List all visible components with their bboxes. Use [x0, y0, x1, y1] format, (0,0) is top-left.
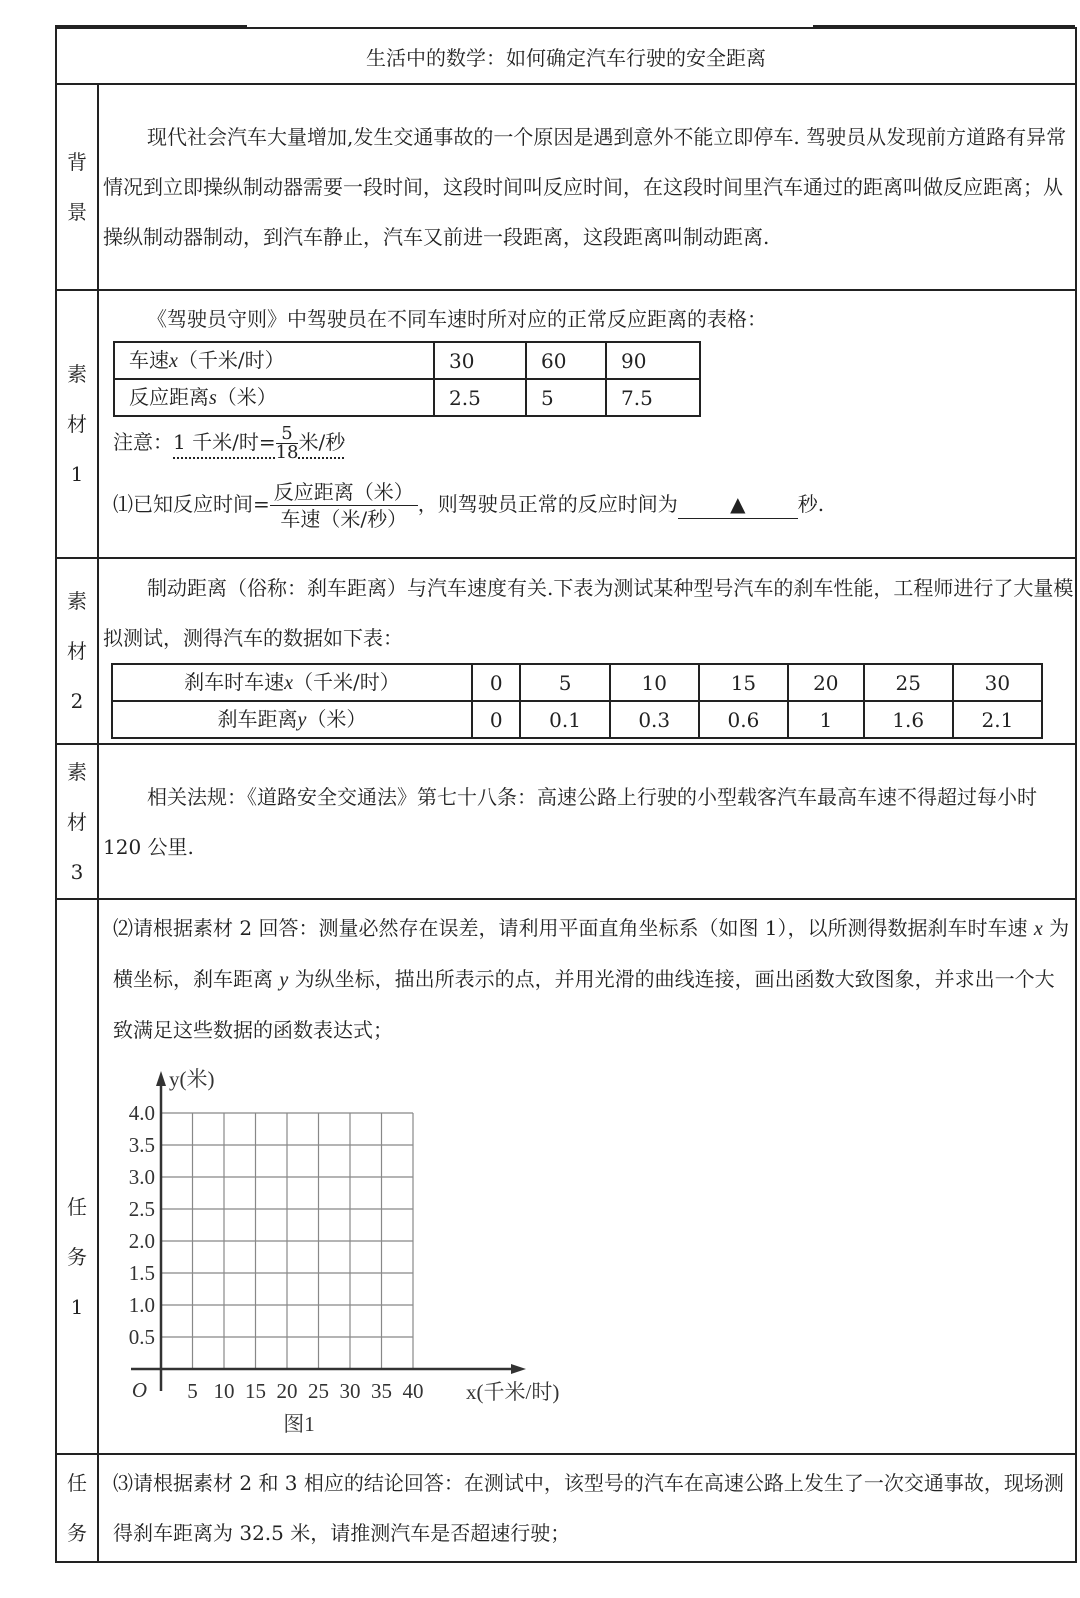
background-row: [56, 84, 1076, 290]
table-cell: 0.1: [520, 701, 609, 738]
y-tick-label: 2.0: [128, 1229, 155, 1253]
x-tick-label: 10: [213, 1379, 235, 1403]
task1-row: [56, 899, 1076, 1454]
table-cell: 30: [434, 342, 526, 379]
task1-label: 任 务 1: [56, 899, 98, 1454]
figure-caption: 图1: [283, 1412, 315, 1436]
worksheet-table: [55, 27, 1077, 1563]
x-tick-label: 40: [402, 1379, 424, 1403]
x-tick-label: 30: [339, 1379, 361, 1403]
task2-label: 任 务: [56, 1454, 98, 1562]
table-cell: 2.1: [953, 701, 1042, 738]
material1-intro: 《驾驶员守则》中驾驶员在不同车速时所对应的正常反应距离的表格：: [147, 307, 767, 331]
y-tick-label: 4.0: [128, 1101, 155, 1125]
braking-distance-table: [111, 663, 1043, 739]
x-axis-label: x(千米/时): [466, 1380, 560, 1404]
table-cell: 60: [526, 342, 606, 379]
material2-text: 制动距离（俗称：刹车距离）与汽车速度有关.下表为测试某种型号汽车的刹车性能，工程师进行了大量模拟测试，测得汽车的数据如下表：: [103, 576, 1074, 650]
origin-label: O: [131, 1378, 147, 1402]
y-tick-label: 1.0: [128, 1293, 155, 1317]
y-tick-label: 1.5: [128, 1261, 155, 1285]
table-cell: 15: [699, 664, 788, 701]
task2-row: [56, 1454, 1076, 1562]
table-cell: 90: [606, 342, 700, 379]
table-cell: 10: [610, 664, 699, 701]
y-tick-label: 3.0: [128, 1165, 155, 1189]
material1-label: 素 材 1: [56, 290, 98, 558]
table-cell: 20: [788, 664, 864, 701]
y-tick-label: 0.5: [128, 1325, 155, 1349]
table-cell: 25: [864, 664, 953, 701]
material2-label: 素 材 2: [56, 558, 98, 744]
y-tick-label: 2.5: [128, 1197, 155, 1221]
answer-blank[interactable]: ▲: [678, 490, 798, 519]
material3-text: 相关法规：《道路安全交通法》第七十八条：高速公路上行驶的小型载客汽车最高车速不得超过每小时 120 公里.: [98, 744, 1076, 899]
table-cell: 0.6: [699, 701, 788, 738]
question-3: ⑶请根据素材 2 和 3 相应的结论回答：在测试中，该型号的汽车在高速公路上发生了一次交通事故，现场测得刹车距离为 32.5 米，请推测汽车是否超速行驶；: [98, 1454, 1076, 1562]
table-header-reaction-distance: 反应距离s（米）: [114, 379, 434, 416]
background-label: 背 景: [56, 84, 98, 290]
material2-row: [56, 558, 1076, 744]
question-1: ⑴已知反应时间= $\frac{\text{反应距离（米）}}{\text{车速（米/秒）}}$ ，则驾驶员正常的反应时间为 ▲ 秒.: [113, 480, 825, 531]
table-header-speed: 车速x（千米/时）: [114, 342, 434, 379]
background-text: 现代社会汽车大量增加,发生交通事故的一个原因是遇到意外不能立即停车. 驾驶员从发现前方道路有异常情况到立即操纵制动器需要一段时间，这段时间叫反应时间，在这段时间里汽车通过的距离叫做反应距离；从操纵制动器制动，到汽车静止，汽车又前进一段距离，这段距离叫制动距离.: [98, 84, 1076, 290]
material3-label: 素 材 3: [56, 744, 98, 899]
table-cell: 0.3: [610, 701, 699, 738]
table-cell: 5: [520, 664, 609, 701]
material1-row: [56, 290, 1076, 558]
reaction-distance-table: [113, 341, 701, 417]
x-tick-label: 5: [187, 1379, 198, 1403]
table-cell: 0: [472, 664, 520, 701]
x-axis-arrow-icon: [511, 1364, 526, 1374]
y-tick-label: 3.5: [128, 1133, 155, 1157]
material3-row: [56, 744, 1076, 899]
table-header-braking-distance: 刹车距离y（米）: [112, 701, 472, 738]
coordinate-grid-figure: [99, 1055, 599, 1445]
table-cell: 30: [953, 664, 1042, 701]
table-cell: 1: [788, 701, 864, 738]
x-tick-label: 25: [308, 1379, 329, 1403]
worksheet-title: 生活中的数学：如何确定汽车行驶的安全距离: [56, 28, 1076, 84]
unit-note: 注意：1 千米/时= $\frac{5}{18}$ 米/秒: [113, 423, 346, 463]
x-tick-label: 20: [276, 1379, 298, 1403]
question-2: ⑵请根据素材 2 回答：测量必然存在误差，请利用平面直角坐标系（如图 1），以所测得数据刹车时车速 x 为横坐标，刹车距离 y 为纵坐标，描出所表示的点，并用光滑的曲线连接，画出函数大致图象，并求出一个大致满足这些数据的函数表达式；: [113, 916, 1070, 1042]
table-cell: 0: [472, 701, 520, 738]
x-tick-label: 15: [245, 1379, 266, 1403]
table-cell: 5: [526, 379, 606, 416]
table-cell: 7.5: [606, 379, 700, 416]
x-tick-label: 35: [371, 1379, 392, 1403]
table-cell: 2.5: [434, 379, 526, 416]
y-axis-arrow-icon: [156, 1071, 166, 1086]
table-header-braking-speed: 刹车时车速x（千米/时）: [112, 664, 472, 701]
y-axis-label: y(米): [169, 1067, 215, 1091]
table-cell: 1.6: [864, 701, 953, 738]
